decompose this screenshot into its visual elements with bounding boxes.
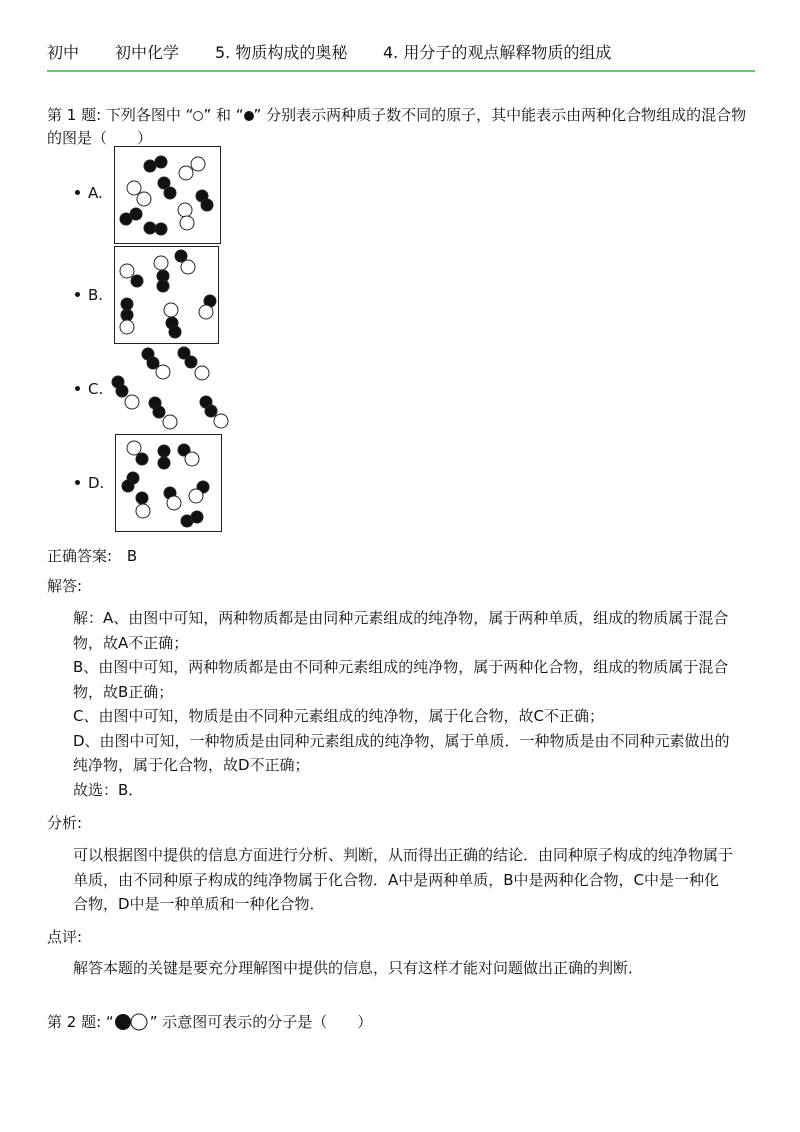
question-2-prefix: 第 2 题: “ bbox=[47, 1013, 114, 1031]
question-2-stem bbox=[47, 1011, 372, 1032]
question-1-mid: ” 和 “ bbox=[203, 106, 244, 124]
breadcrumb-level-1[interactable]: 初中 bbox=[47, 43, 80, 62]
bullet-icon bbox=[75, 386, 80, 391]
answer-label: 正确答案: bbox=[47, 547, 113, 565]
option-b[interactable] bbox=[75, 286, 103, 304]
option-a-diagram bbox=[114, 146, 222, 246]
question-2-suffix: ” 示意图可表示的分子是（ ） bbox=[149, 1013, 373, 1031]
breadcrumb-level-3[interactable]: 5. 物质构成的奥秘 bbox=[215, 43, 348, 62]
solution-line-4: D、由图中可知，一种物质是由同种元素组成的纯净物，属于单质．一种物质是由不同种元素做出的纯净物，属于化合物，故D不正确； bbox=[73, 731, 730, 774]
molecule-icon bbox=[114, 1013, 150, 1031]
analysis-text: 可以根据图中提供的信息方面进行分析、判断，从而得出正确的结论．由同种原子构成的纯净物属于单质，由不同种原子构成的纯净物属于化合物．A中是两种单质，B中是两种化合物，C中是一种化合物，D中是一种单质和一种化合物． bbox=[73, 846, 734, 913]
white-atom-icon bbox=[193, 111, 203, 121]
solution-label: 解答: bbox=[47, 577, 83, 595]
comment-text: 解答本题的关键是要充分理解图中提供的信息，只有这样才能对问题做出正确的判断． bbox=[73, 959, 644, 977]
bullet-icon bbox=[75, 480, 80, 485]
solution-line-5: 故选：B． bbox=[73, 780, 144, 799]
option-c-label: C. bbox=[88, 380, 104, 398]
option-d[interactable] bbox=[75, 474, 104, 492]
option-a[interactable] bbox=[75, 184, 103, 202]
option-b-label: B. bbox=[88, 286, 104, 304]
bullet-icon bbox=[75, 292, 80, 297]
option-a-label: A. bbox=[88, 184, 103, 202]
comment-label: 点评: bbox=[47, 928, 83, 946]
breadcrumb-level-4[interactable]: 4. 用分子的观点解释物质的组成 bbox=[383, 43, 612, 62]
option-b-diagram bbox=[114, 246, 220, 346]
breadcrumb bbox=[47, 40, 755, 72]
option-c-diagram bbox=[108, 344, 232, 434]
option-c[interactable] bbox=[75, 380, 103, 398]
solution-line-1: 解：A、由图中可知，两种物质都是由同种元素组成的纯净物，属于两种单质，组成的物质属于混合物，故A不正确； bbox=[73, 609, 729, 652]
analysis-label: 分析: bbox=[47, 814, 83, 832]
solution-line-2: B、由图中可知，两种物质都是由不同种元素组成的纯净物，属于两种化合物，组成的物质属于混合物，故B正确； bbox=[73, 658, 729, 701]
option-d-diagram bbox=[115, 434, 223, 534]
option-d-label: D. bbox=[88, 474, 105, 492]
question-1-stem bbox=[47, 104, 757, 150]
bullet-icon bbox=[75, 190, 80, 195]
question-1-prefix: 第 1 题: 下列各图中 “ bbox=[47, 106, 194, 124]
question-1-suffix: ” 分别表示两种质子数不同的原子，其中能表示由两种化合物组成的混合物的图是（ ） bbox=[47, 106, 747, 147]
solution-body bbox=[73, 606, 733, 802]
black-atom-icon bbox=[244, 111, 254, 121]
answer-value: B bbox=[126, 547, 138, 565]
solution-line-3: C、由图中可知，物质是由不同种元素组成的纯净物，属于化合物，故C不正确； bbox=[73, 707, 604, 725]
breadcrumb-level-2[interactable]: 初中化学 bbox=[115, 43, 180, 62]
answer-row bbox=[47, 545, 137, 566]
